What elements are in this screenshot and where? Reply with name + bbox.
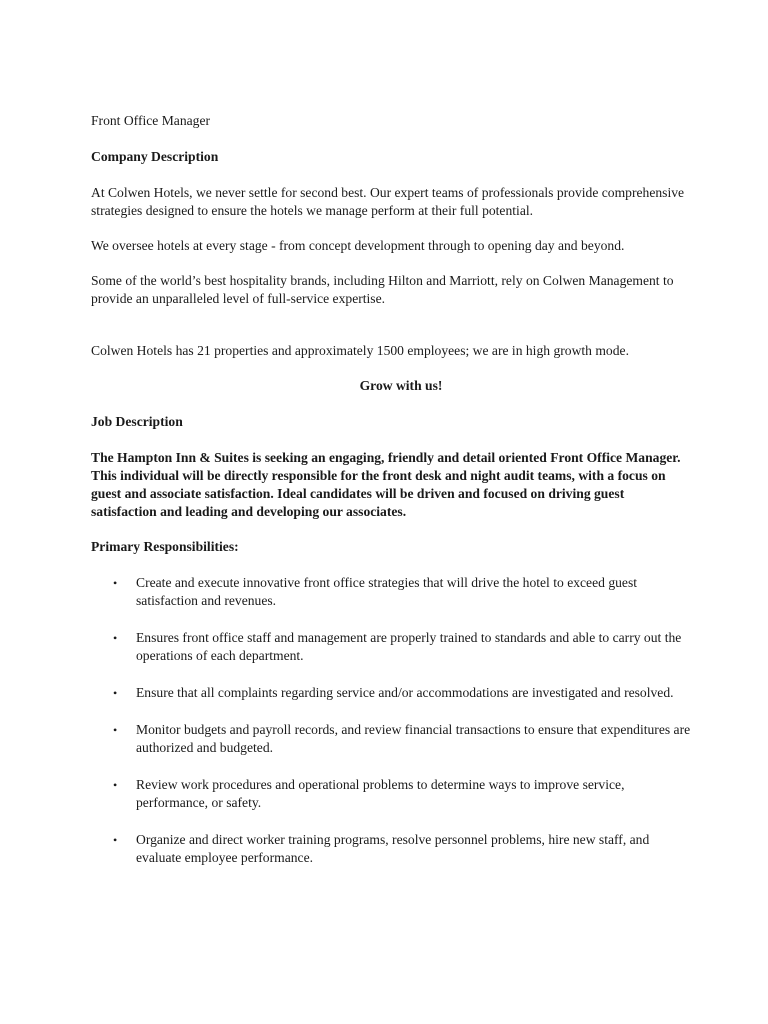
document-page	[91, 112, 691, 886]
list-item-text: Create and execute innovative front office strategies that will drive the hotel to exceed guest satisfaction and revenues.	[136, 575, 638, 608]
company-paragraph: At Colwen Hotels, we never settle for second best. Our expert teams of professionals provide comprehensive strategies designed to ensure the hotels we manage perform at their full potential.	[91, 185, 685, 218]
bullet-icon: •	[113, 631, 118, 645]
list-item-text: Review work procedures and operational problems to determine ways to improve service, performance, or safety.	[136, 777, 625, 810]
list-item	[91, 721, 691, 757]
list-item-text: Organize and direct worker training programs, resolve personnel problems, hire new staff, and evaluate employee performance.	[136, 832, 650, 865]
company-paragraph: Colwen Hotels has 21 properties and approximately 1500 employees; we are in high growth mode.	[91, 343, 629, 358]
list-item	[91, 629, 691, 665]
company-paragraph: Some of the world’s best hospitality brands, including Hilton and Marriott, rely on Colwen Management to provide an unparalleled level of full-service expertise.	[91, 273, 674, 306]
bullet-icon: •	[113, 723, 118, 737]
responsibilities-list	[91, 574, 691, 867]
list-item-text: Monitor budgets and payroll records, and review financial transactions to ensure that expenditures are authorized and budgeted.	[136, 722, 691, 755]
list-item-text: Ensures front office staff and management are properly trained to standards and able to carry out the operations of each department.	[136, 630, 682, 663]
job-description-paragraph: The Hampton Inn & Suites is seeking an engaging, friendly and detail oriented Front Office Manager. This individual will be directly responsible for the front desk and night audit teams, with a focus on guest and associate satisfaction. Ideal candidates will be driven and focused on driving guest satisfaction and leading and developing our associates.	[91, 450, 681, 519]
grow-heading: Grow with us!	[359, 378, 443, 393]
list-item	[91, 831, 691, 867]
bullet-icon: •	[113, 576, 118, 590]
list-item	[91, 574, 691, 610]
company-paragraph: We oversee hotels at every stage - from concept development through to opening day and beyond.	[91, 238, 625, 253]
list-item	[91, 684, 691, 702]
job-description-heading: Job Description	[91, 414, 183, 429]
company-description-heading: Company Description	[91, 149, 219, 164]
bullet-icon: •	[113, 686, 118, 700]
document-title: Front Office Manager	[91, 113, 211, 128]
bullet-icon: •	[113, 833, 118, 847]
list-item	[91, 776, 691, 812]
bullet-icon: •	[113, 778, 118, 792]
responsibilities-heading: Primary Responsibilities:	[91, 539, 239, 554]
list-item-text: Ensure that all complaints regarding service and/or accommodations are investigated and resolved.	[136, 685, 674, 700]
